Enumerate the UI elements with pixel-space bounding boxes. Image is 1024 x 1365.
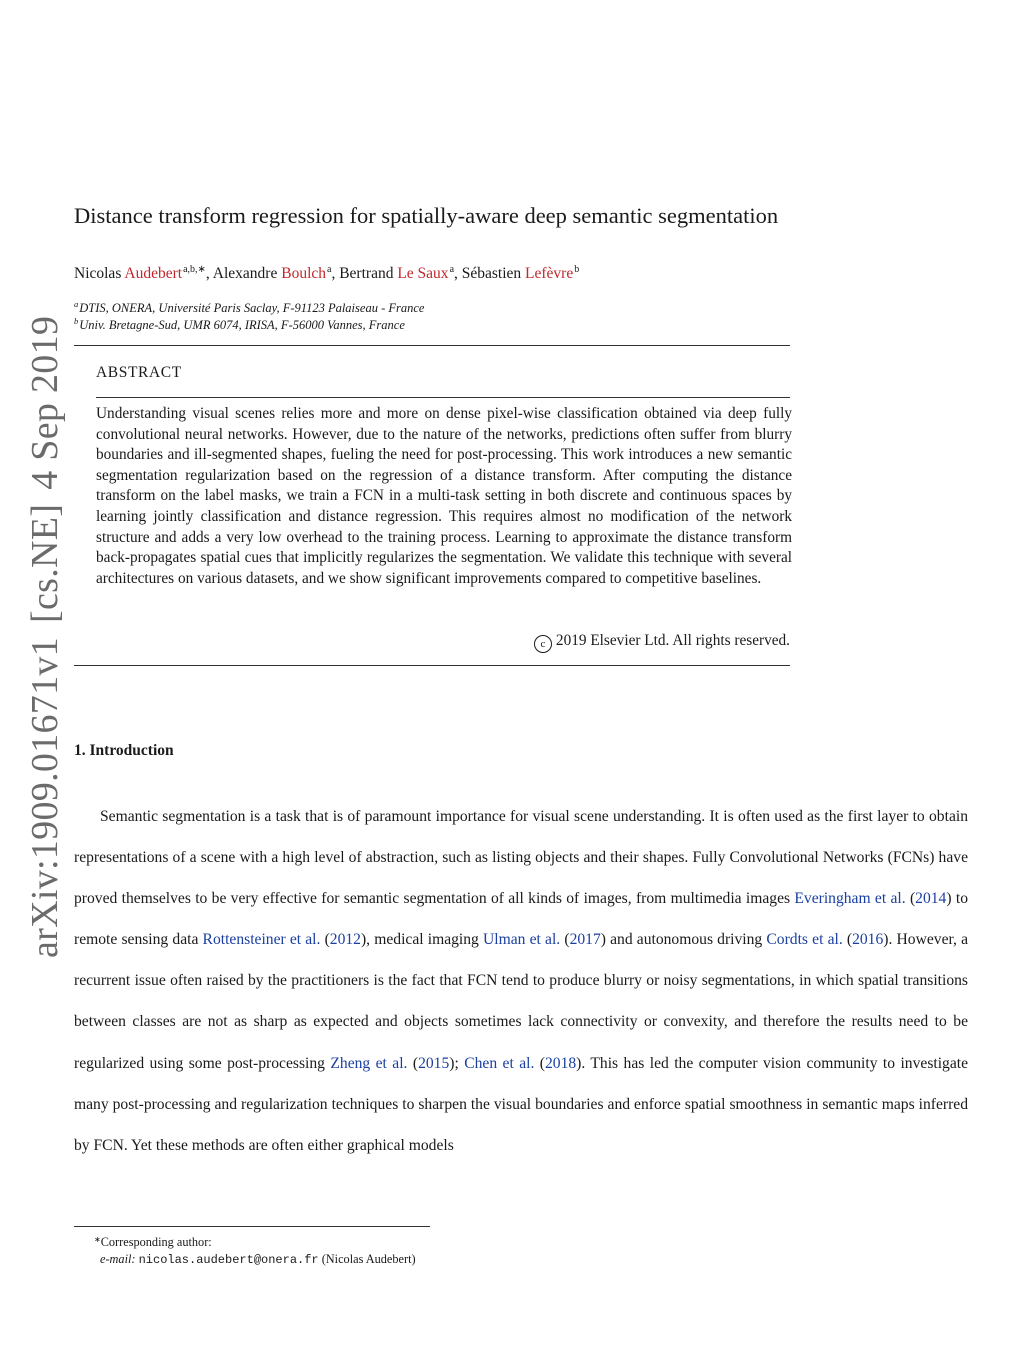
- footnote: [94, 1231, 794, 1269]
- arxiv-date: 4 Sep 2019: [24, 315, 66, 490]
- intro-text: Semantic segmentation is a task that is of paramount importance for visual scene understanding. It is often used as the first layer to obtain representations of a scene with a high level of abstraction, such as listing objects and their shapes. Fully Convolutional Networks (FCNs) have proved themselves to be very effective for semantic segmentation of all kinds of images, from multimedia images: [74, 808, 968, 908]
- abstract-text: Understanding visual scenes relies more and more on dense pixel-wise classification obtained via deep fully convolutional neural networks. However, due to the nature of the networks, predictions often suffer from blurry boundaries and ill-segmented shapes, fueling the need for post-processing. This work introduces a new semantic segmentation regularization based on the regression of a distance transform. After computing the distance transform on the label masks, we train a FCN in a multi-task setting in both discrete and continuous spaces by learning jointly classification and distance regression. This requires almost no modification of the network structure and adds a very low overhead to the training process. Learning to approximate the distance transform back-propagates spatial cues that implicitly regularizes the segmentation. We validate this technique with several architectures on various datasets, and we show significant improvements compared to competitive baselines.: [96, 405, 792, 587]
- email-label: e-mail:: [100, 1252, 136, 1266]
- citation-link[interactable]: Chen et al.: [464, 1054, 535, 1072]
- footnote-mark: ∗: [94, 1235, 101, 1244]
- intro-text: ;: [454, 1054, 459, 1072]
- author-link-le-saux[interactable]: Le Saux: [397, 265, 449, 282]
- author-link-boulch[interactable]: Boulch: [281, 265, 327, 282]
- author-link-lefevre[interactable]: Lefèvre: [525, 265, 574, 282]
- email-owner: (Nicolas Audebert): [321, 1252, 416, 1266]
- intro-text: . This has led the computer vision community to investigate many post-processing and regularization techniques to sharpen the visual boundaries and enforce spatial smoothness in semantic maps inferred by FCN. Yet these methods are often either graphical models: [74, 1054, 969, 1154]
- author-affil-mark: a: [449, 264, 455, 275]
- affiliation-b: [74, 313, 974, 333]
- affiliation-mark: a: [74, 299, 79, 309]
- citation-link[interactable]: Zheng et al.: [330, 1054, 408, 1072]
- citation-link[interactable]: Cordts et al.: [766, 931, 843, 949]
- affiliation-text: DTIS, ONERA, Université Paris Saclay, F-91123 Palaiseau - France: [79, 301, 425, 315]
- email-address[interactable]: nicolas.audebert@onera.fr: [138, 1253, 319, 1267]
- footnote-label: Corresponding author:: [100, 1235, 212, 1249]
- citation-link[interactable]: Ulman et al.: [483, 931, 561, 949]
- citation-year-link[interactable]: 2018: [544, 1054, 577, 1072]
- copyright-text: 2019 Elsevier Ltd. All rights reserved.: [555, 632, 790, 649]
- intro-text: , medical imaging: [366, 931, 479, 949]
- citation-link[interactable]: Everingham et al.: [794, 890, 906, 908]
- divider-bottom: [74, 665, 790, 666]
- abstract-divider: [96, 397, 790, 398]
- citation-year-link[interactable]: 2017: [569, 931, 601, 949]
- author-first-name: Nicolas: [74, 265, 122, 282]
- intro-text: to remote sensing data: [74, 890, 968, 949]
- arxiv-id: arXiv:1909.01671v1: [24, 637, 66, 958]
- intro-paragraph: Semantic segmentation is a task that is of paramount importance for visual scene understanding. It is often used as the first layer to obtain representations of a scene with a high level of abstraction, such as listing objects and their shapes. Fully Convolutional Networks (FCNs) have proved themselves to be very effective for semantic segmentation of all kinds of images, from multimedia images Everingham et al. (2014) to remote sensing data Rottensteiner et al. (2012), medical imaging Ulman et al. (2017) and autonomous driving Cordts et al. (2016). However, a recurrent issue often raised by the practitioners is the fact that FCN tend to produce blurry or noisy segmentations, in which spatial transitions between classes are not as sharp as expected and objects sometimes lack connectivity or convexity, and therefore the results need to be regularized using some post-processing Zheng et al. (2015); Chen et al. (2018). This has led the computer vision community to investigate many post-processing and regularization techniques to sharpen the visual boundaries and enforce spatial smoothness in semantic maps inferred by FCN. Yet these methods are often either graphical models: [74, 808, 969, 1154]
- author-affil-mark: b: [574, 264, 580, 275]
- arxiv-stamp: [15, 315, 75, 958]
- citation-year-link[interactable]: 2016: [852, 931, 884, 949]
- citation-year-link[interactable]: 2014: [915, 890, 947, 908]
- author-first-name: Alexandre: [212, 265, 278, 282]
- arxiv-category: [cs.NE]: [24, 503, 66, 624]
- copyright-notice: [534, 631, 790, 653]
- citation-year-link[interactable]: 2012: [329, 931, 361, 949]
- footnote-divider: [74, 1226, 430, 1227]
- section-heading: 1. Introduction: [74, 742, 174, 759]
- intro-text: and autonomous driving: [610, 931, 763, 949]
- citation-link[interactable]: Rottensteiner et al.: [202, 931, 321, 949]
- citation-year-link[interactable]: 2015: [418, 1054, 450, 1072]
- author-first-name: Bertrand: [339, 265, 394, 282]
- footnote-line-2: [94, 1251, 794, 1269]
- affiliation-text: Univ. Bretagne-Sud, UMR 6074, IRISA, F-56000 Vannes, France: [79, 318, 405, 332]
- author-first-name: Sébastien: [461, 265, 522, 282]
- divider-top: [74, 345, 790, 346]
- author-affil-mark: a: [327, 264, 332, 275]
- author-link-audebert[interactable]: Audebert: [124, 265, 183, 282]
- abstract-heading: ABSTRACT: [96, 364, 182, 381]
- footnote-line-1: [94, 1231, 794, 1251]
- copyright-icon: c: [534, 635, 552, 653]
- affiliation-mark: b: [74, 316, 79, 326]
- author-list: Nicolas Audebert$^{a,b,∗}$, Alexandre Boulch$^a$, Bertrand Le Saux$^a$, Sébastien Lefèvre$^b$: [74, 264, 580, 282]
- intro-text: . However, a recurrent issue often raised by the practitioners is the fact that FCN tend to produce blurry or noisy segmentations, in which spatial transitions between classes are not as sharp as expected and objects sometimes lack connectivity or convexity, and therefore the results need to be regularized using some post-processing: [74, 931, 969, 1072]
- author-affil-mark: a,b,∗: [183, 264, 206, 275]
- paper-title: Distance transform regression for spatially-aware deep semantic segmentation: [74, 203, 779, 228]
